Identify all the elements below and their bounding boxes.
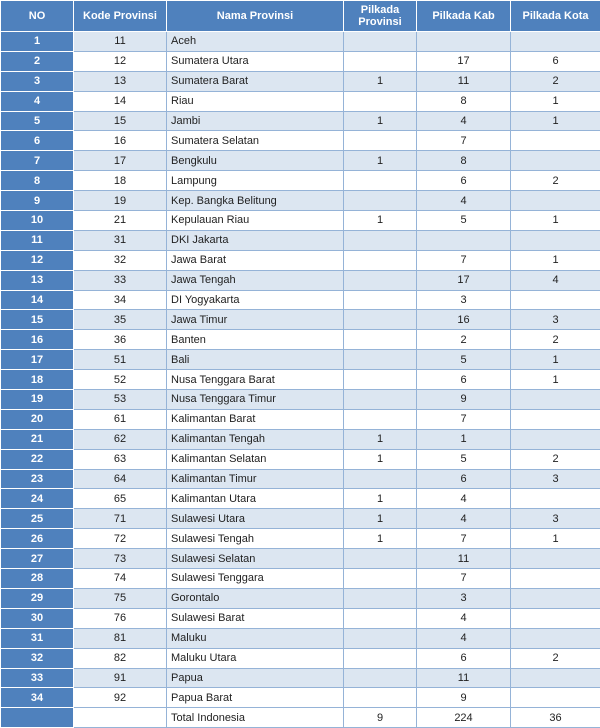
kode-provinsi-cell: 19: [74, 191, 167, 211]
pilkada-kab-cell: 6: [417, 171, 511, 191]
total-kode-cell: [74, 708, 167, 728]
nama-provinsi-cell: Kalimantan Timur: [167, 469, 344, 489]
pilkada-kab-cell: [417, 230, 511, 250]
nama-provinsi-cell: Nusa Tenggara Barat: [167, 370, 344, 390]
pilkada-provinsi-cell: [344, 91, 417, 111]
kode-provinsi-cell: 31: [74, 230, 167, 250]
kode-provinsi-cell: 76: [74, 608, 167, 628]
pilkada-kota-cell: [511, 489, 600, 509]
pilkada-kota-cell: 2: [511, 449, 600, 469]
table-row: [1, 529, 600, 549]
pilkada-kota-cell: 2: [511, 648, 600, 668]
kode-provinsi-cell: 73: [74, 549, 167, 569]
pilkada-provinsi-cell: 1: [344, 111, 417, 131]
pilkada-kab-cell: 7: [417, 569, 511, 589]
pilkada-kota-cell: 1: [511, 91, 600, 111]
total-pilkada-provinsi: 9: [344, 708, 417, 728]
table-row: [1, 469, 600, 489]
nama-provinsi-cell: Kalimantan Barat: [167, 409, 344, 429]
nama-provinsi-cell: Jawa Barat: [167, 250, 344, 270]
table-row: [1, 151, 600, 171]
pilkada-kab-cell: 3: [417, 290, 511, 310]
kode-provinsi-cell: 92: [74, 688, 167, 708]
total-pilkada-kota: 36: [511, 708, 600, 728]
pilkada-kota-cell: 3: [511, 509, 600, 529]
row-no: 30: [1, 608, 74, 628]
table-row: [1, 588, 600, 608]
kode-provinsi-cell: 18: [74, 171, 167, 191]
total-no-cell: [1, 708, 74, 728]
row-no: 27: [1, 549, 74, 569]
nama-provinsi-cell: Sumatera Utara: [167, 51, 344, 71]
row-no: 22: [1, 449, 74, 469]
kode-provinsi-cell: 13: [74, 71, 167, 91]
pilkada-kab-cell: 7: [417, 250, 511, 270]
pilkada-kota-cell: 1: [511, 250, 600, 270]
row-no: 21: [1, 429, 74, 449]
pilkada-provinsi-cell: [344, 668, 417, 688]
nama-provinsi-cell: Jawa Tengah: [167, 270, 344, 290]
pilkada-kab-cell: 8: [417, 91, 511, 111]
table-row: [1, 370, 600, 390]
pilkada-kota-cell: 2: [511, 71, 600, 91]
pilkada-kab-cell: 11: [417, 549, 511, 569]
table-row: [1, 131, 600, 151]
nama-provinsi-cell: Jawa Timur: [167, 310, 344, 330]
row-no: 12: [1, 250, 74, 270]
pilkada-kab-cell: 11: [417, 71, 511, 91]
pilkada-kota-cell: [511, 151, 600, 171]
pilkada-kota-cell: [511, 230, 600, 250]
header-no: NO: [1, 1, 74, 32]
kode-provinsi-cell: 91: [74, 668, 167, 688]
total-pilkada-kab: 224: [417, 708, 511, 728]
nama-provinsi-cell: Sulawesi Utara: [167, 509, 344, 529]
table-row: [1, 509, 600, 529]
pilkada-kab-cell: 4: [417, 489, 511, 509]
nama-provinsi-cell: Jambi: [167, 111, 344, 131]
total-row: [1, 708, 600, 728]
kode-provinsi-cell: 11: [74, 32, 167, 52]
pilkada-kab-cell: 5: [417, 350, 511, 370]
nama-provinsi-cell: Gorontalo: [167, 588, 344, 608]
kode-provinsi-cell: 35: [74, 310, 167, 330]
row-no: 14: [1, 290, 74, 310]
kode-provinsi-cell: 74: [74, 569, 167, 589]
pilkada-provinsi-cell: 1: [344, 151, 417, 171]
kode-provinsi-cell: 15: [74, 111, 167, 131]
nama-provinsi-cell: Sulawesi Barat: [167, 608, 344, 628]
table-row: [1, 191, 600, 211]
table-row: [1, 270, 600, 290]
table-row: [1, 549, 600, 569]
kode-provinsi-cell: 62: [74, 429, 167, 449]
nama-provinsi-cell: Sulawesi Tenggara: [167, 569, 344, 589]
pilkada-provinsi-cell: 1: [344, 489, 417, 509]
table-row: [1, 489, 600, 509]
pilkada-provinsi-cell: [344, 131, 417, 151]
kode-provinsi-cell: 12: [74, 51, 167, 71]
kode-provinsi-cell: 61: [74, 409, 167, 429]
pilkada-kab-cell: 11: [417, 668, 511, 688]
pilkada-kota-cell: 1: [511, 529, 600, 549]
pilkada-provinsi-cell: 1: [344, 211, 417, 231]
row-no: 2: [1, 51, 74, 71]
pilkada-provinsi-cell: 1: [344, 71, 417, 91]
header-pilkada-provinsi-line1: Pilkada: [361, 4, 400, 16]
pilkada-kota-cell: 4: [511, 270, 600, 290]
table-row: [1, 310, 600, 330]
pilkada-provinsi-cell: [344, 171, 417, 191]
row-no: 33: [1, 668, 74, 688]
row-no: 13: [1, 270, 74, 290]
pilkada-kab-cell: 8: [417, 151, 511, 171]
header-pilkada-provinsi: [344, 1, 417, 32]
pilkada-kab-cell: 5: [417, 449, 511, 469]
kode-provinsi-cell: 75: [74, 588, 167, 608]
table-row: [1, 569, 600, 589]
table-row: [1, 668, 600, 688]
header-nama-provinsi: Nama Provinsi: [167, 1, 344, 32]
pilkada-provinsi-cell: [344, 350, 417, 370]
nama-provinsi-cell: Sulawesi Tengah: [167, 529, 344, 549]
table-row: [1, 628, 600, 648]
pilkada-kota-cell: [511, 588, 600, 608]
pilkada-provinsi-cell: [344, 270, 417, 290]
table-row: [1, 608, 600, 628]
table-row: [1, 648, 600, 668]
pilkada-kota-cell: [511, 549, 600, 569]
total-label: Total Indonesia: [167, 708, 344, 728]
row-no: 15: [1, 310, 74, 330]
pilkada-provinsi-cell: [344, 390, 417, 410]
nama-provinsi-cell: Maluku Utara: [167, 648, 344, 668]
pilkada-kab-cell: 4: [417, 509, 511, 529]
pilkada-provinsi-cell: 1: [344, 529, 417, 549]
kode-provinsi-cell: 34: [74, 290, 167, 310]
nama-provinsi-cell: Kalimantan Tengah: [167, 429, 344, 449]
header-kode-provinsi: Kode Provinsi: [74, 1, 167, 32]
kode-provinsi-cell: 72: [74, 529, 167, 549]
pilkada-provinsi-cell: [344, 370, 417, 390]
pilkada-provinsi-cell: [344, 588, 417, 608]
pilkada-kota-cell: [511, 429, 600, 449]
pilkada-kota-cell: [511, 668, 600, 688]
pilkada-kota-cell: 1: [511, 111, 600, 131]
pilkada-provinsi-cell: [344, 409, 417, 429]
nama-provinsi-cell: Kepulauan Riau: [167, 211, 344, 231]
kode-provinsi-cell: 21: [74, 211, 167, 231]
pilkada-provinsi-cell: 1: [344, 429, 417, 449]
pilkada-provinsi-cell: 1: [344, 509, 417, 529]
pilkada-provinsi-cell: [344, 648, 417, 668]
pilkada-provinsi-cell: [344, 250, 417, 270]
row-no: 11: [1, 230, 74, 250]
pilkada-provinsi-cell: [344, 569, 417, 589]
pilkada-provinsi-cell: 1: [344, 449, 417, 469]
table-row: [1, 429, 600, 449]
pilkada-kab-cell: 7: [417, 409, 511, 429]
pilkada-kota-cell: [511, 290, 600, 310]
table-row: [1, 290, 600, 310]
nama-provinsi-cell: Maluku: [167, 628, 344, 648]
pilkada-kab-cell: 2: [417, 330, 511, 350]
pilkada-kab-cell: 1: [417, 429, 511, 449]
pilkada-kab-cell: 6: [417, 370, 511, 390]
table-row: [1, 111, 600, 131]
kode-provinsi-cell: 53: [74, 390, 167, 410]
pilkada-kota-cell: [511, 131, 600, 151]
row-no: 18: [1, 370, 74, 390]
row-no: 3: [1, 71, 74, 91]
pilkada-kab-cell: 6: [417, 469, 511, 489]
row-no: 34: [1, 688, 74, 708]
pilkada-kota-cell: [511, 688, 600, 708]
pilkada-provinsi-cell: [344, 549, 417, 569]
pilkada-kota-cell: [511, 390, 600, 410]
table-row: [1, 171, 600, 191]
pilkada-kab-cell: 4: [417, 628, 511, 648]
pilkada-kab-cell: 3: [417, 588, 511, 608]
kode-provinsi-cell: 63: [74, 449, 167, 469]
kode-provinsi-cell: 33: [74, 270, 167, 290]
row-no: 26: [1, 529, 74, 549]
row-no: 9: [1, 191, 74, 211]
row-no: 17: [1, 350, 74, 370]
table-row: [1, 230, 600, 250]
nama-provinsi-cell: Bali: [167, 350, 344, 370]
pilkada-kab-cell: 4: [417, 608, 511, 628]
pilkada-kota-cell: [511, 32, 600, 52]
nama-provinsi-cell: Papua Barat: [167, 688, 344, 708]
row-no: 1: [1, 32, 74, 52]
row-no: 20: [1, 409, 74, 429]
pilkada-provinsi-cell: [344, 51, 417, 71]
table-body: [1, 32, 600, 728]
pilkada-kota-cell: [511, 191, 600, 211]
row-no: 32: [1, 648, 74, 668]
pilkada-provinsi-cell: [344, 310, 417, 330]
pilkada-provinsi-cell: [344, 32, 417, 52]
pilkada-kab-cell: 7: [417, 131, 511, 151]
kode-provinsi-cell: 36: [74, 330, 167, 350]
header-row: [1, 1, 600, 32]
pilkada-provinsi-cell: [344, 628, 417, 648]
pilkada-kota-cell: 3: [511, 310, 600, 330]
row-no: 31: [1, 628, 74, 648]
table-row: [1, 330, 600, 350]
pilkada-kota-cell: 1: [511, 370, 600, 390]
pilkada-kota-cell: 2: [511, 171, 600, 191]
pilkada-kota-cell: 1: [511, 211, 600, 231]
pilkada-provinsi-cell: [344, 330, 417, 350]
row-no: 8: [1, 171, 74, 191]
table-row: [1, 32, 600, 52]
kode-provinsi-cell: 16: [74, 131, 167, 151]
nama-provinsi-cell: Banten: [167, 330, 344, 350]
pilkada-kota-cell: [511, 409, 600, 429]
nama-provinsi-cell: Sumatera Selatan: [167, 131, 344, 151]
nama-provinsi-cell: Aceh: [167, 32, 344, 52]
nama-provinsi-cell: Riau: [167, 91, 344, 111]
pilkada-provinsi-cell: [344, 191, 417, 211]
row-no: 7: [1, 151, 74, 171]
pilkada-kota-cell: 6: [511, 51, 600, 71]
pilkada-kab-cell: 17: [417, 270, 511, 290]
header-pilkada-provinsi-line2: Provinsi: [358, 16, 401, 28]
kode-provinsi-cell: 64: [74, 469, 167, 489]
table-row: [1, 688, 600, 708]
row-no: 28: [1, 569, 74, 589]
kode-provinsi-cell: 71: [74, 509, 167, 529]
row-no: 24: [1, 489, 74, 509]
pilkada-kab-cell: 17: [417, 51, 511, 71]
nama-provinsi-cell: Papua: [167, 668, 344, 688]
pilkada-kota-cell: 2: [511, 330, 600, 350]
kode-provinsi-cell: 17: [74, 151, 167, 171]
nama-provinsi-cell: Kalimantan Selatan: [167, 449, 344, 469]
kode-provinsi-cell: 51: [74, 350, 167, 370]
nama-provinsi-cell: Kep. Bangka Belitung: [167, 191, 344, 211]
row-no: 6: [1, 131, 74, 151]
kode-provinsi-cell: 14: [74, 91, 167, 111]
pilkada-provinsi-cell: [344, 290, 417, 310]
table-row: [1, 51, 600, 71]
kode-provinsi-cell: 82: [74, 648, 167, 668]
row-no: 29: [1, 588, 74, 608]
pilkada-kab-cell: 5: [417, 211, 511, 231]
pilkada-kab-cell: [417, 32, 511, 52]
row-no: 5: [1, 111, 74, 131]
table-row: [1, 91, 600, 111]
header-pilkada-kab: Pilkada Kab: [417, 1, 511, 32]
row-no: 10: [1, 211, 74, 231]
nama-provinsi-cell: Sulawesi Selatan: [167, 549, 344, 569]
kode-provinsi-cell: 32: [74, 250, 167, 270]
nama-provinsi-cell: Kalimantan Utara: [167, 489, 344, 509]
pilkada-kab-cell: 9: [417, 688, 511, 708]
pilkada-kota-cell: 1: [511, 350, 600, 370]
table-row: [1, 211, 600, 231]
nama-provinsi-cell: Sumatera Barat: [167, 71, 344, 91]
pilkada-kota-cell: [511, 608, 600, 628]
row-no: 23: [1, 469, 74, 489]
row-no: 16: [1, 330, 74, 350]
table-row: [1, 71, 600, 91]
pilkada-provinsi-cell: [344, 469, 417, 489]
pilkada-kab-cell: 9: [417, 390, 511, 410]
table-row: [1, 409, 600, 429]
pilkada-kab-cell: 4: [417, 191, 511, 211]
table-row: [1, 250, 600, 270]
header-pilkada-kota: Pilkada Kota: [511, 1, 600, 32]
kode-provinsi-cell: 65: [74, 489, 167, 509]
row-no: 4: [1, 91, 74, 111]
kode-provinsi-cell: 52: [74, 370, 167, 390]
pilkada-kota-cell: [511, 628, 600, 648]
kode-provinsi-cell: 81: [74, 628, 167, 648]
nama-provinsi-cell: DKI Jakarta: [167, 230, 344, 250]
row-no: 19: [1, 390, 74, 410]
table-row: [1, 350, 600, 370]
table-row: [1, 390, 600, 410]
row-no: 25: [1, 509, 74, 529]
nama-provinsi-cell: DI Yogyakarta: [167, 290, 344, 310]
pilkada-kota-cell: [511, 569, 600, 589]
pilkada-provinsi-cell: [344, 608, 417, 628]
pilkada-kota-cell: 3: [511, 469, 600, 489]
nama-provinsi-cell: Nusa Tenggara Timur: [167, 390, 344, 410]
pilkada-kab-cell: 6: [417, 648, 511, 668]
table-row: [1, 449, 600, 469]
pilkada-provinsi-cell: [344, 230, 417, 250]
pilkada-kab-cell: 16: [417, 310, 511, 330]
pilkada-kab-cell: 7: [417, 529, 511, 549]
pilkada-kab-cell: 4: [417, 111, 511, 131]
nama-provinsi-cell: Lampung: [167, 171, 344, 191]
nama-provinsi-cell: Bengkulu: [167, 151, 344, 171]
pilkada-provinsi-cell: [344, 688, 417, 708]
